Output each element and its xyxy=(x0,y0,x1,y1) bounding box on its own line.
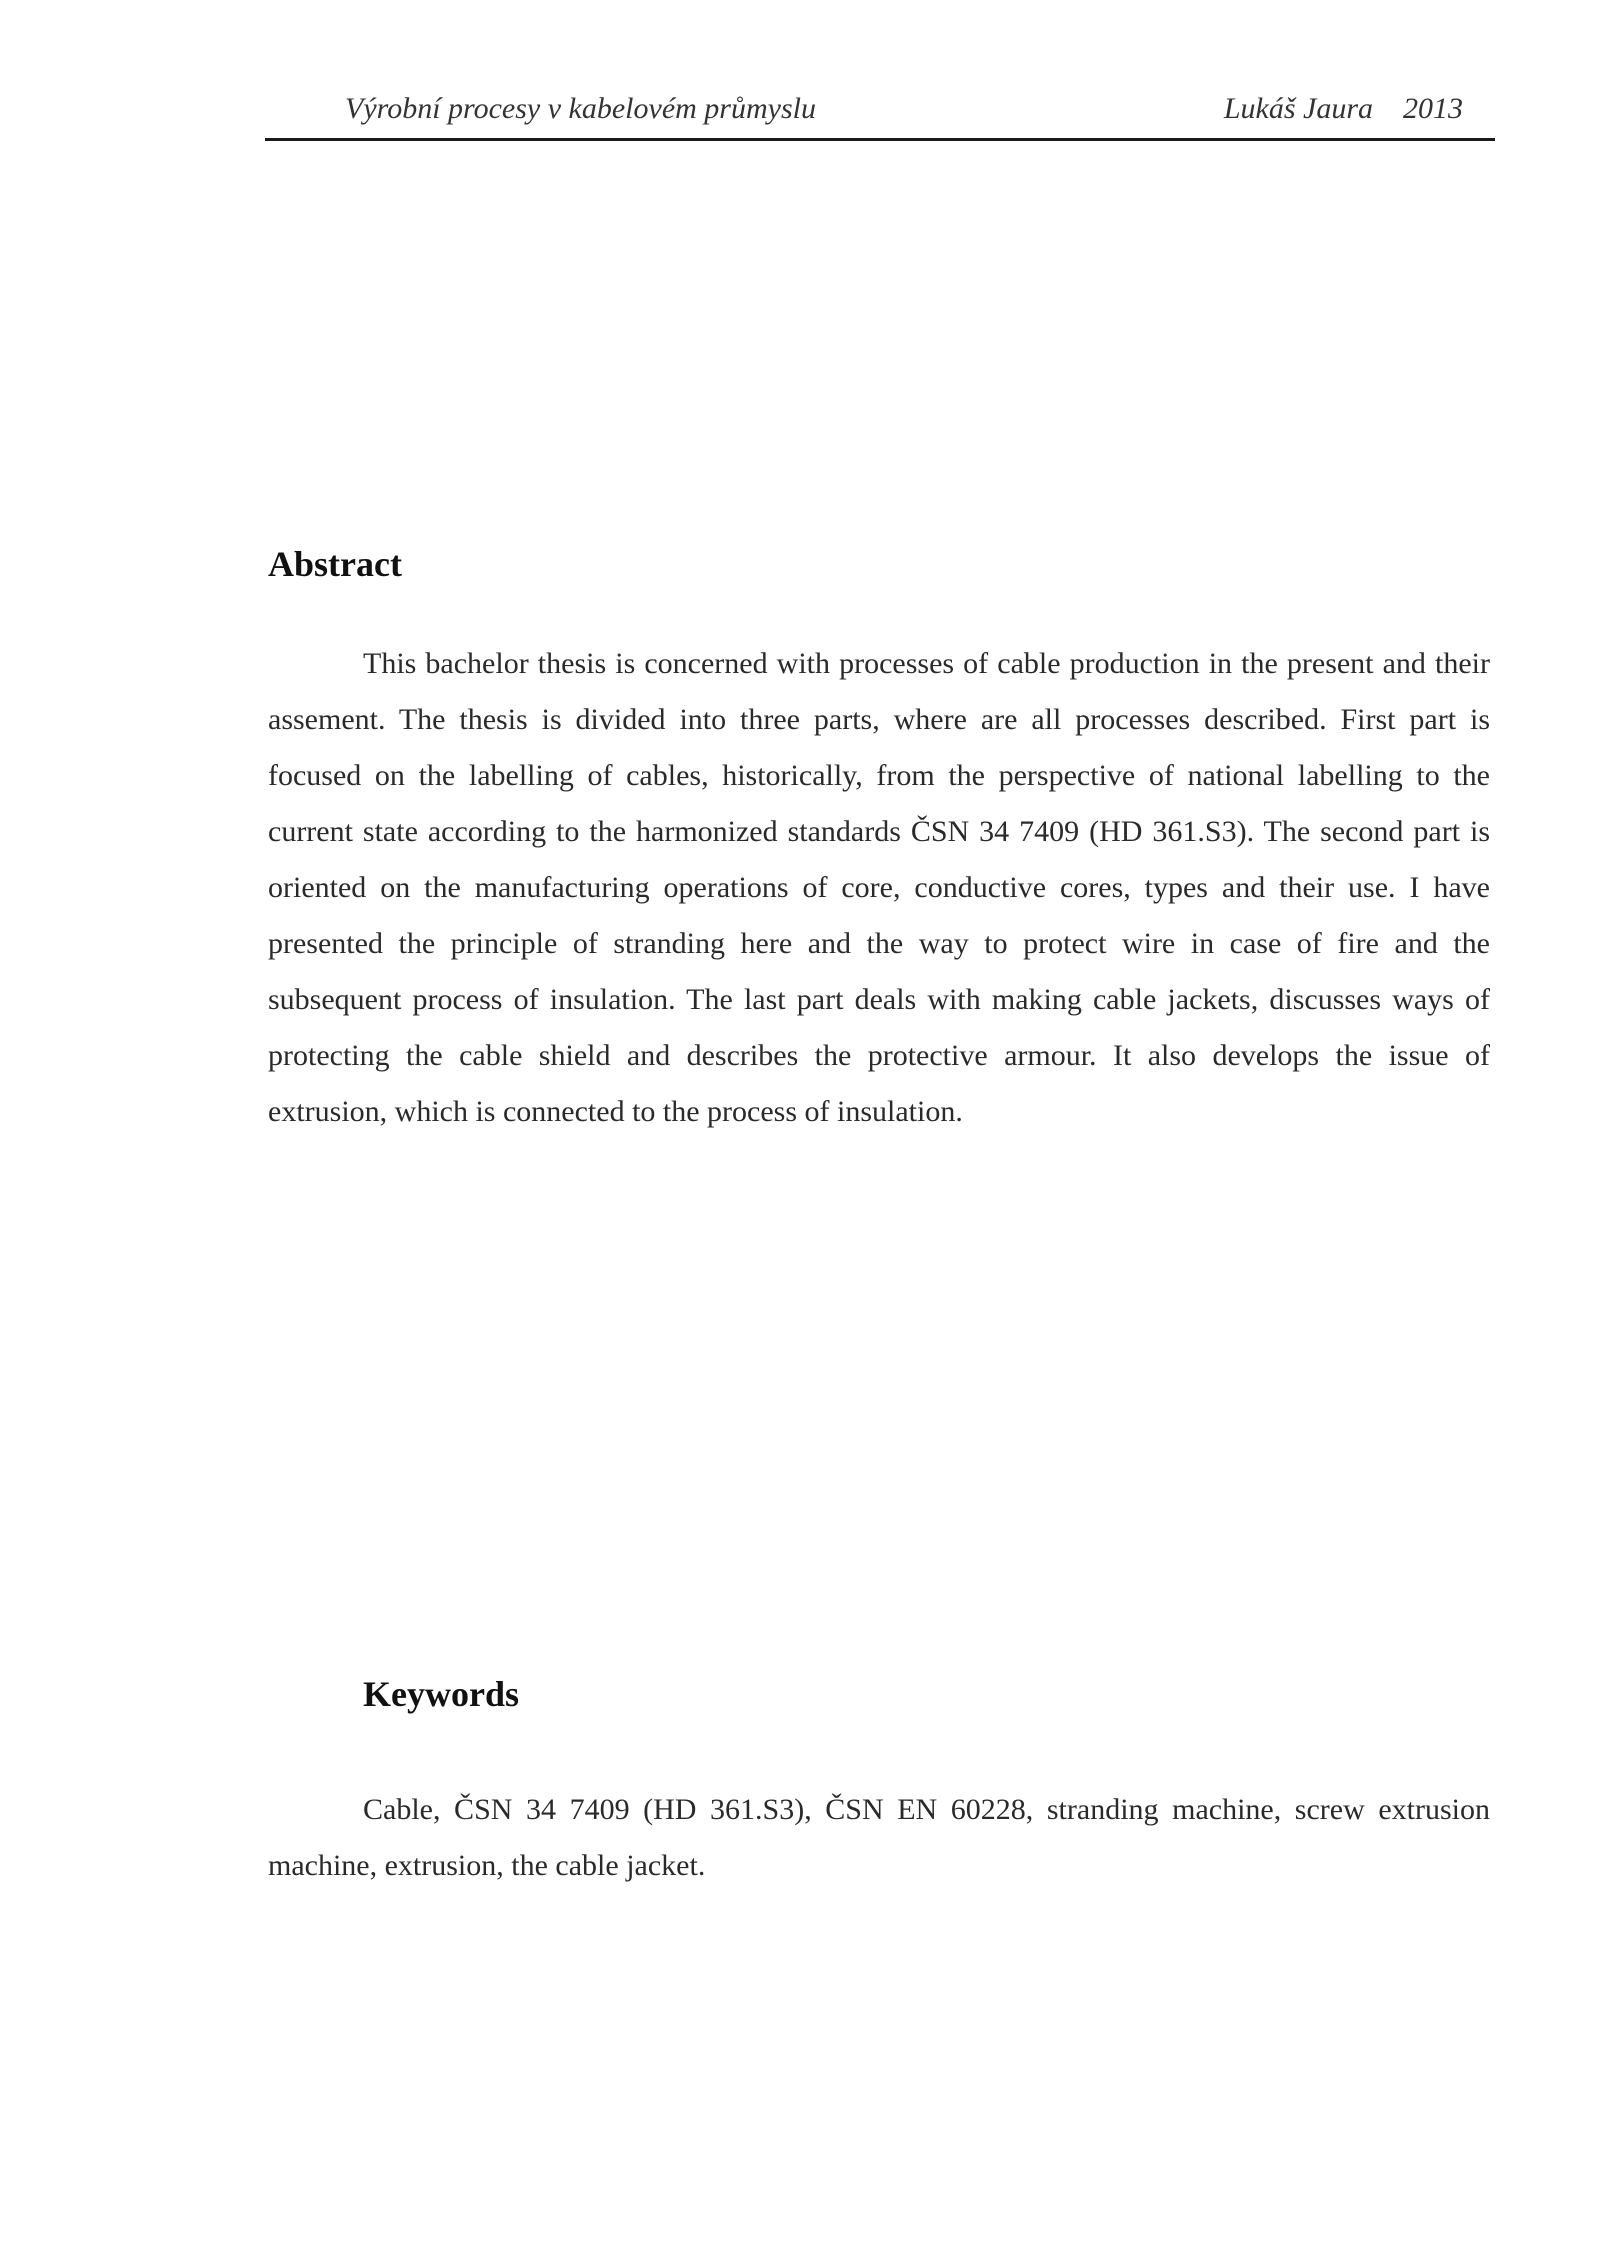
abstract-heading: Abstract xyxy=(268,544,402,584)
abstract-paragraph: This bachelor thesis is concerned with processes of cable production in the present and their assement. The thesis is divided into three parts, where are all processes described. First part is focused on the labelling of cables, historically, from the perspective of national labelling to the current state according to the harmonized standards ČSN 34 7409 (HD 361.S3). The second part is oriented on the manufacturing operations of core, conductive cores, types and their use. I have presented the principle of stranding here and the way to protect wire in case of fire and the subsequent process of insulation. The last part deals with making cable jackets, discusses ways of protecting the cable shield and describes the protective armour. It also develops the issue of extrusion, which is connected to the process of insulation. xyxy=(268,647,1490,1128)
header-author-year xyxy=(1224,92,1463,126)
header-title: Výrobní procesy v kabelovém průmyslu xyxy=(345,92,816,125)
keywords-heading: Keywords xyxy=(363,1674,519,1714)
header-year: 2013 xyxy=(1403,92,1463,125)
header-author: Lukáš Jaura xyxy=(1223,92,1373,125)
keywords-paragraph: Cable, ČSN 34 7409 (HD 361.S3), ČSN EN 60228, stranding machine, screw extrusion machine, extrusion, the cable jacket. xyxy=(268,1793,1490,1882)
running-header xyxy=(265,90,1495,141)
